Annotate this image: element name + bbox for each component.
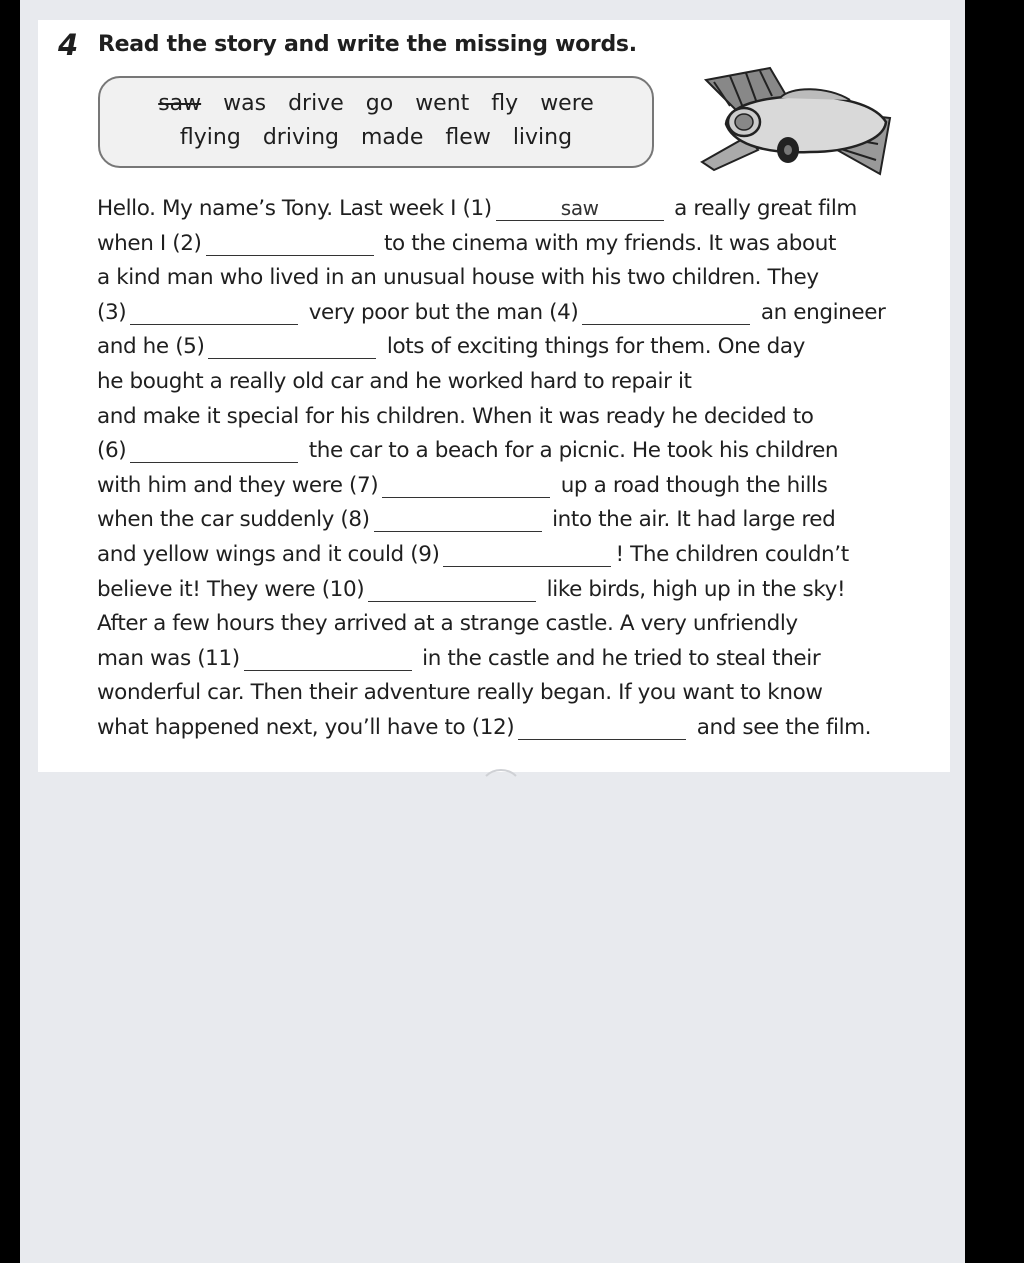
gap-number-1: (1) xyxy=(462,196,492,221)
word-fly: fly xyxy=(491,91,519,116)
story-line xyxy=(97,503,917,538)
story-line xyxy=(97,227,917,262)
gap-number-2: (2) xyxy=(172,230,202,256)
gap-number-7: (7) xyxy=(349,472,379,498)
gap-8-answer-field[interactable] xyxy=(374,509,542,532)
story-line xyxy=(97,607,917,642)
gap-6-answer-field[interactable] xyxy=(130,440,298,463)
word-flying: flying xyxy=(179,125,241,150)
story-text-segment: and make it special for his children. When it was ready he decided to xyxy=(97,403,814,429)
story-text-segment: what happened next, you’ll have to xyxy=(97,714,466,740)
story-line xyxy=(97,261,917,296)
story-line xyxy=(97,711,917,746)
gap-11-answer-field[interactable] xyxy=(244,648,412,671)
story-text-segment: ! The children couldn’t xyxy=(615,541,849,567)
story-text-segment: Hello. My name’s Tony. Last week I xyxy=(97,196,457,221)
gap-9-answer-field[interactable] xyxy=(443,544,611,567)
word-living: living xyxy=(512,125,573,150)
gap-number-6: (6) xyxy=(97,438,127,464)
gap-number-3: (3) xyxy=(97,299,127,325)
word-made: made xyxy=(361,125,424,150)
story-line xyxy=(97,400,917,435)
gap-12-answer-field[interactable] xyxy=(518,717,686,740)
story-text-segment: he bought a really old car and he worked hard to repair it xyxy=(97,368,692,394)
gap-5-answer-field[interactable] xyxy=(208,336,376,359)
story-text-segment: into the air. It had large red xyxy=(552,507,836,533)
gap-number-12: (12) xyxy=(471,714,515,740)
story-text-segment: when the car suddenly xyxy=(97,507,334,533)
gap-number-8: (8) xyxy=(340,507,370,533)
story-text-segment: to the cinema with my friends. It was about xyxy=(383,230,837,256)
story-text-segment: After a few hours they arrived at a strange castle. A very unfriendly xyxy=(97,611,798,637)
story-text-segment: the car to a beach for a picnic. He took his children xyxy=(308,438,839,464)
word-go: go xyxy=(365,91,394,116)
story-line xyxy=(97,365,917,400)
gap-1-answer: saw xyxy=(560,196,599,220)
gap-number-9: (9) xyxy=(410,541,440,567)
word-driving: driving xyxy=(262,125,339,150)
gap-4-answer-field[interactable] xyxy=(582,302,750,325)
story-line xyxy=(97,642,917,677)
story-text-segment: with him and they were xyxy=(97,472,343,498)
story-text-segment: in the castle and he tried to steal their xyxy=(422,645,821,671)
story-line xyxy=(97,192,917,227)
gap-3-answer-field[interactable] xyxy=(130,302,298,325)
story-text-segment: a kind man who lived in an unusual house with his two children. They xyxy=(97,265,819,291)
word-box xyxy=(98,76,654,168)
word-box-row-1 xyxy=(100,91,652,116)
story-text xyxy=(97,192,917,746)
story-text-segment: very poor but the man xyxy=(308,299,543,325)
story-text-segment: wonderful car. Then their adventure really began. If you want to know xyxy=(97,680,823,706)
exercise-title: Read the story and write the missing words. xyxy=(98,32,637,57)
story-text-segment: up a road though the hills xyxy=(560,472,828,498)
story-text-segment: and yellow wings and it could xyxy=(97,541,404,567)
story-text-segment: believe it! They were xyxy=(97,576,316,602)
gap-10-answer-field[interactable] xyxy=(368,579,536,602)
story-line xyxy=(97,538,917,573)
story-text-segment: a really great film xyxy=(674,196,857,221)
story-text-segment: and see the film. xyxy=(696,714,872,740)
story-text-segment: man was xyxy=(97,645,191,671)
word-were: were xyxy=(540,91,594,116)
story-text-segment: lots of exciting things for them. One day xyxy=(386,334,805,360)
word-saw: saw xyxy=(158,91,202,116)
story-line xyxy=(97,676,917,711)
gap-number-11: (11) xyxy=(197,645,240,671)
gap-1-answer-field[interactable] xyxy=(496,197,664,221)
word-drive: drive xyxy=(288,91,344,116)
story-line xyxy=(97,330,917,365)
story-line xyxy=(97,434,917,469)
story-text-segment: like birds, high up in the sky! xyxy=(546,576,846,602)
gap-number-5: (5) xyxy=(175,334,205,360)
story-line xyxy=(97,573,917,608)
word-flew: flew xyxy=(445,125,491,150)
word-was: was xyxy=(223,91,267,116)
story-text-segment: when I xyxy=(97,230,166,256)
word-box-row-2 xyxy=(100,125,652,150)
story-text-segment: an engineer xyxy=(760,299,886,325)
gap-number-10: (10) xyxy=(321,576,365,602)
story-line xyxy=(97,296,917,331)
story-line xyxy=(97,469,917,504)
word-went: went xyxy=(415,91,470,116)
story-text-segment: and he xyxy=(97,334,169,360)
exercise-number: 4 xyxy=(58,28,79,62)
gap-7-answer-field[interactable] xyxy=(382,475,550,498)
gap-number-4: (4) xyxy=(549,299,579,325)
decorative-arc xyxy=(484,766,518,778)
flying-car-icon xyxy=(700,66,894,178)
gap-2-answer-field[interactable] xyxy=(206,233,374,256)
